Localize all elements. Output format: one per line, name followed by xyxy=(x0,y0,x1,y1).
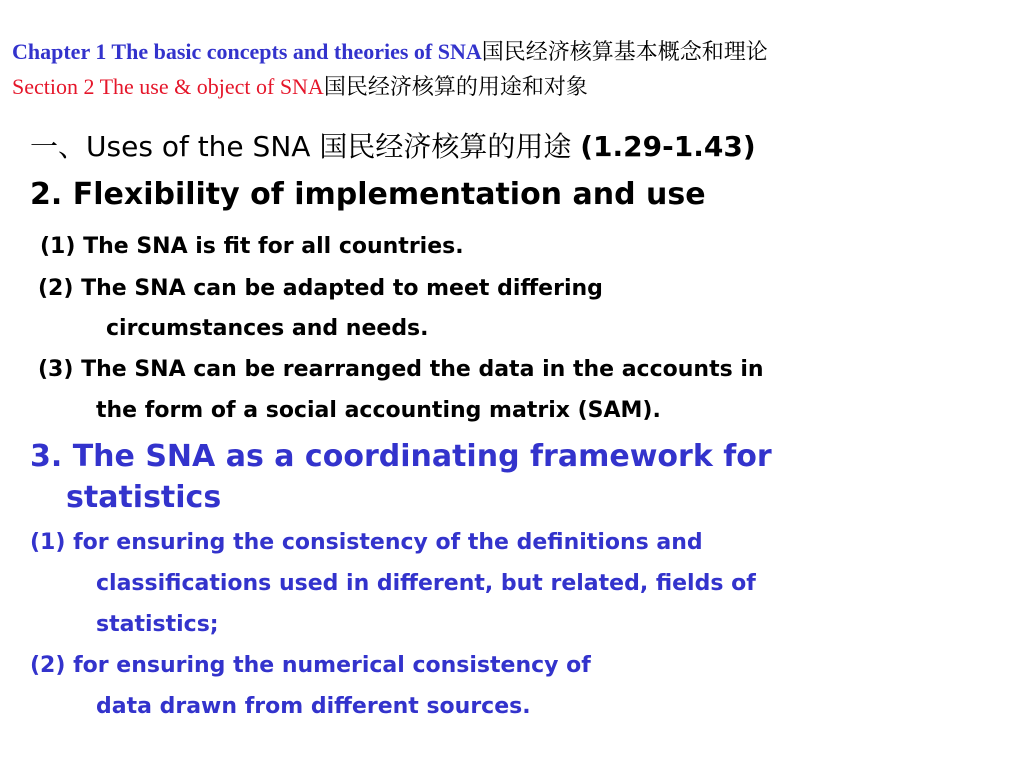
coordinating-item-1: (1) for ensuring the consistency of the definitions and xyxy=(30,530,703,555)
chapter-title-cn: 国民经济核算基本概念和理论 xyxy=(481,39,768,64)
flexibility-item-2: (2) The SNA can be adapted to meet differing xyxy=(38,276,603,301)
section-title-en: Section 2 The use & object of SNA xyxy=(12,74,324,99)
coordinating-item-2-cont: data drawn from different sources. xyxy=(96,694,531,719)
uses-heading xyxy=(30,128,756,166)
coordinating-item-1-cont: classifications used in different, but related, fields of xyxy=(96,571,756,596)
uses-heading-text: Uses of the SNA 国民经济核算的用途 xyxy=(86,130,581,163)
uses-heading-range: (1.29-1.43) xyxy=(580,130,756,163)
section-title-cn: 国民经济核算的用途和对象 xyxy=(323,74,588,99)
coordinating-heading: 3. The SNA as a coordinating framework for xyxy=(30,439,772,474)
coordinating-item-1-cont2: statistics; xyxy=(96,612,219,637)
flexibility-item-1: (1) The SNA is fit for all countries. xyxy=(40,234,464,259)
coordinating-heading-cont: statistics xyxy=(66,480,222,515)
flexibility-item-3: (3) The SNA can be rearranged the data in the accounts in xyxy=(38,357,764,382)
chapter-title-en: Chapter 1 The basic concepts and theories of SNA xyxy=(12,39,482,64)
flexibility-heading: 2. Flexibility of implementation and use xyxy=(30,177,706,212)
flexibility-item-2-cont: circumstances and needs. xyxy=(106,316,429,341)
coordinating-item-2: (2) for ensuring the numerical consistency of xyxy=(30,653,591,678)
section-title xyxy=(12,73,588,101)
flexibility-item-3-cont: the form of a social accounting matrix (SAM). xyxy=(96,398,661,423)
uses-heading-prefix: 一、 xyxy=(30,130,87,163)
chapter-title xyxy=(12,38,768,66)
